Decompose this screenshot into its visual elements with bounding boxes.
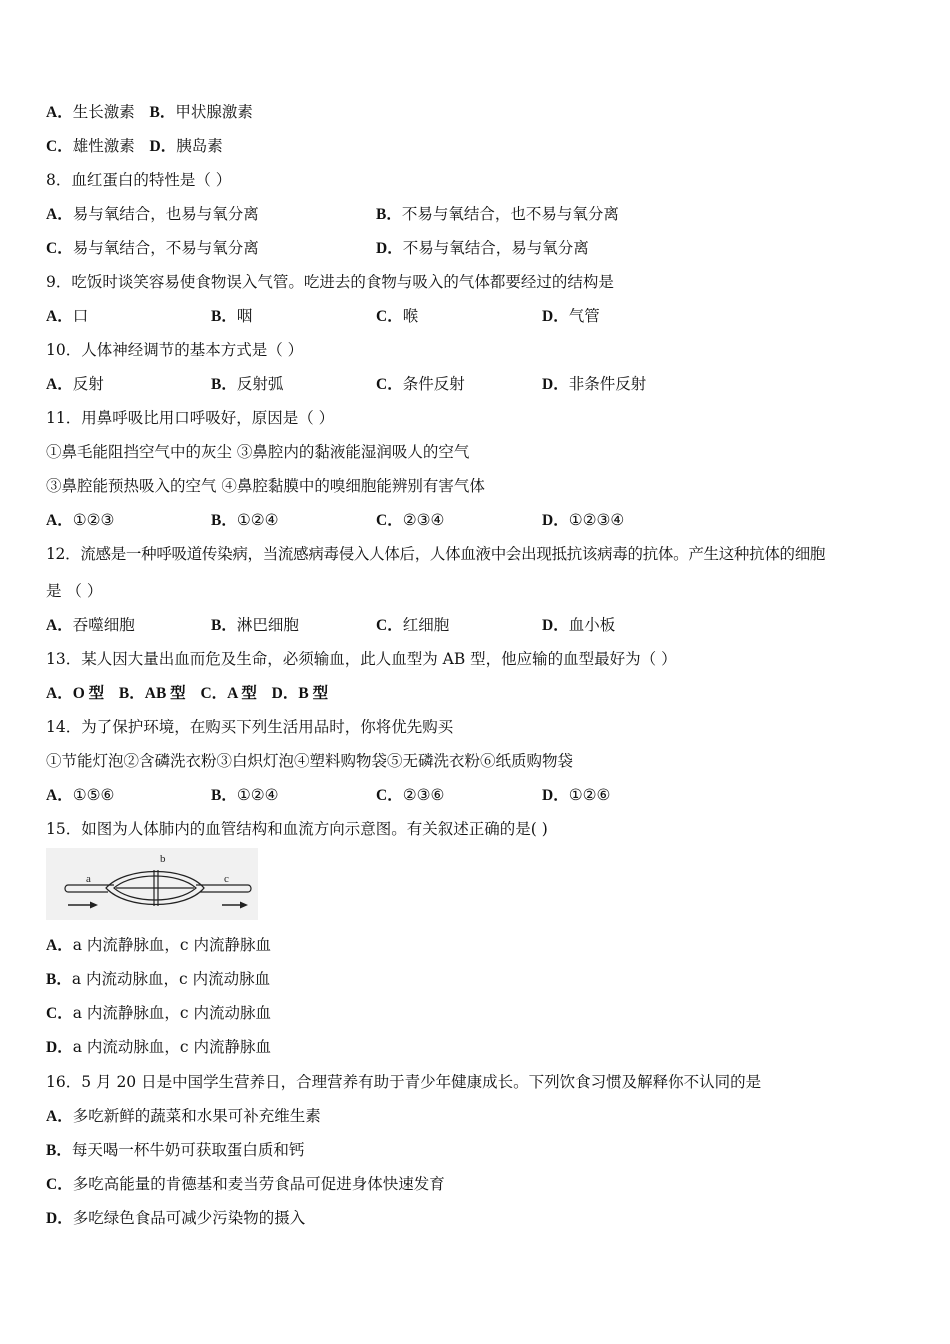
q12-option-a-text: 吞噬细胞: [72, 616, 135, 634]
q8-option-a-label: A．: [46, 206, 73, 223]
q16-option-d-label: D．: [46, 1210, 73, 1227]
q9-option-c-label: C．: [376, 308, 403, 325]
q10-stem: 10．人体神经调节的基本方式是（ ）: [46, 341, 304, 359]
q14-option-a-label: A．: [46, 787, 73, 804]
q15-stem: 15．如图为人体肺内的血管结构和血流方向示意图。有关叙述正确的是( ): [46, 820, 548, 838]
q13-option-a-text: O 型: [72, 685, 105, 702]
q13-option-a-label: A．: [46, 685, 73, 702]
q12-stem-line1: 12．流感是一种呼吸道传染病，当流感病毒侵入人体后，人体血液中会出现抵抗该病毒的抗体。产生这种抗体的细胞: [46, 545, 826, 563]
q11-option-d-label: D．: [542, 512, 569, 529]
q14-option-c-label: C．: [376, 787, 403, 804]
q15-option-c-label: C．: [46, 1005, 73, 1022]
q7-option-b-text: 甲状腺激素: [175, 103, 253, 121]
q12-option-a-label: A．: [46, 617, 73, 634]
q15-option-a-text: a 内流静脉血，c 内流静脉血: [72, 936, 271, 954]
q8-option-b-label: B．: [376, 206, 402, 223]
q8-option-d-text: 不易与氧结合，易与氧分离: [402, 239, 589, 257]
q16-option-a: [46, 1106, 321, 1127]
q14-option-b-label: B．: [211, 787, 237, 804]
q7-option-d-text: 胰岛素: [176, 137, 223, 155]
q12-option-b-text: 淋巴细胞: [236, 616, 299, 634]
q13-stem: 13．某人因大量出血而危及生命，必须输血，此人血型为 AB 型，他应输的血型最好为（ ）: [46, 650, 677, 668]
q7-option-a-text: 生长激素: [72, 103, 135, 121]
q11-option-c-label: C．: [376, 512, 403, 529]
q11-option-d-text: ①②③④: [568, 511, 625, 529]
q10-option-d-text: 非条件反射: [568, 375, 647, 393]
q16-option-c-text: 多吃高能量的肯德基和麦当劳食品可促进身体快速发育: [72, 1175, 445, 1193]
q16-stem: 16．5 月 20 日是中国学生营养日，合理营养有助于青少年健康成长。下列饮食习惯及解释你不认同的是: [46, 1073, 762, 1091]
q15-option-b-label: B．: [46, 971, 72, 988]
q10-options: [46, 374, 906, 394]
q16-option-d: [46, 1208, 305, 1229]
q13-option-d-label: D．: [271, 685, 299, 702]
q7-options-row1: [46, 102, 253, 123]
q11-options: [46, 510, 906, 530]
q9-option-a-label: A．: [46, 308, 73, 325]
label-a: a: [86, 873, 91, 885]
q15-option-b: [46, 969, 270, 990]
q12-option-d-text: 血小板: [568, 616, 616, 634]
q14-items: ①节能灯泡②含磷洗衣粉③白炽灯泡④塑料购物袋⑤无磷洗衣粉⑥纸质购物袋: [46, 752, 574, 770]
q8-option-b-text: 不易与氧结合，也不易与氧分离: [401, 205, 619, 223]
q16-option-b-text: 每天喝一杯牛奶可获取蛋白质和钙: [71, 1141, 305, 1159]
lung-blood-vessel-diagram: [46, 848, 258, 920]
q9-option-b-text: 咽: [236, 307, 253, 325]
q7-options-row2: [46, 136, 223, 157]
q11-option-b-text: ①②④: [236, 511, 279, 529]
q7-option-a-label: A．: [46, 104, 73, 121]
q10-option-c-label: C．: [376, 376, 403, 393]
q16-option-b-label: B．: [46, 1142, 72, 1159]
q16-option-b: [46, 1140, 304, 1161]
label-b: b: [160, 853, 166, 865]
q10-option-b-label: B．: [211, 376, 237, 393]
q16-option-a-text: 多吃新鲜的蔬菜和水果可补充维生素: [72, 1107, 321, 1125]
q12-option-b-label: B．: [211, 617, 237, 634]
q9-option-b-label: B．: [211, 308, 237, 325]
q15-option-a-label: A．: [46, 937, 73, 954]
q12-stem-line2: 是 （ ）: [46, 582, 103, 600]
q14-option-a-text: ①⑤⑥: [72, 786, 115, 804]
q11-option-c-text: ②③④: [402, 511, 445, 529]
q15-option-d-label: D．: [46, 1039, 73, 1056]
q15-option-a: [46, 935, 271, 956]
q9-option-d-text: 气管: [568, 307, 600, 325]
q16-option-c: [46, 1174, 445, 1195]
q11-option-a-label: A．: [46, 512, 73, 529]
q14-stem: 14．为了保护环境，在购买下列生活用品时，你将优先购买: [46, 718, 454, 736]
q12-option-c-text: 红细胞: [402, 616, 450, 634]
q8-options-row1: [46, 204, 906, 224]
q13-options: [46, 683, 328, 704]
q12-option-c-label: C．: [376, 617, 403, 634]
q9-options: [46, 306, 906, 326]
q15-option-c: [46, 1003, 271, 1024]
q10-option-d-label: D．: [542, 376, 569, 393]
q16-option-d-text: 多吃绿色食品可减少污染物的摄入: [72, 1209, 306, 1227]
q11-option-b-label: B．: [211, 512, 237, 529]
q7-option-b-label: B．: [149, 104, 176, 121]
q11-stem: 11．用鼻呼吸比用口呼吸好，原因是（ ）: [46, 409, 335, 427]
q7-option-c-text: 雄性激素: [72, 137, 135, 155]
q8-option-c-label: C．: [46, 240, 73, 257]
q10-option-a-text: 反射: [72, 375, 104, 393]
q13-option-c-label: C．: [200, 685, 228, 702]
q9-option-a-text: 口: [72, 307, 89, 325]
q11-statement-line1: ①鼻毛能阻挡空气中的灰尘 ③鼻腔内的黏液能湿润吸人的空气: [46, 443, 470, 461]
q12-options: [46, 615, 906, 635]
q9-option-c-text: 喉: [402, 307, 419, 325]
q8-option-a-text: 易与氧结合，也易与氧分离: [72, 205, 259, 223]
q10-option-a-label: A．: [46, 376, 73, 393]
q13-option-b-text: AB 型: [144, 685, 186, 702]
q16-option-c-label: C．: [46, 1176, 73, 1193]
q7-option-c-label: C．: [46, 138, 73, 155]
q11-statement-line2: ③鼻腔能预热吸入的空气 ④鼻腔黏膜中的嗅细胞能辨别有害气体: [46, 477, 485, 495]
q14-options: [46, 785, 906, 805]
q8-option-c-text: 易与氧结合，不易与氧分离: [72, 239, 259, 257]
q13-option-d-text: B 型: [298, 685, 329, 702]
q8-option-d-label: D．: [376, 240, 403, 257]
q10-option-b-text: 反射弧: [236, 375, 284, 393]
q10-option-c-text: 条件反射: [402, 375, 465, 393]
q13-option-c-text: A 型: [227, 685, 257, 702]
q14-option-b-text: ①②④: [236, 786, 279, 804]
q14-option-d-text: ①②⑥: [568, 786, 611, 804]
q11-option-a-text: ①②③: [72, 511, 115, 529]
q14-option-c-text: ②③⑥: [402, 786, 445, 804]
q14-option-d-label: D．: [542, 787, 569, 804]
q16-option-a-label: A．: [46, 1108, 73, 1125]
q12-option-d-label: D．: [542, 617, 569, 634]
q9-option-d-label: D．: [542, 308, 569, 325]
q9-stem: 9．吃饭时谈笑容易使食物误入气管。吃进去的食物与吸入的气体都要经过的结构是: [46, 273, 614, 291]
q7-option-d-label: D．: [149, 138, 177, 155]
q15-option-d: [46, 1037, 271, 1058]
q13-option-b-label: B．: [118, 685, 145, 702]
q8-stem: 8．血红蛋白的特性是（ ）: [46, 171, 232, 189]
q15-option-d-text: a 内流动脉血，c 内流静脉血: [72, 1038, 271, 1056]
q15-option-c-text: a 内流静脉血，c 内流动脉血: [72, 1004, 271, 1022]
q15-option-b-text: a 内流动脉血，c 内流动脉血: [71, 970, 271, 988]
q8-options-row2: [46, 238, 906, 258]
label-c: c: [224, 873, 229, 885]
